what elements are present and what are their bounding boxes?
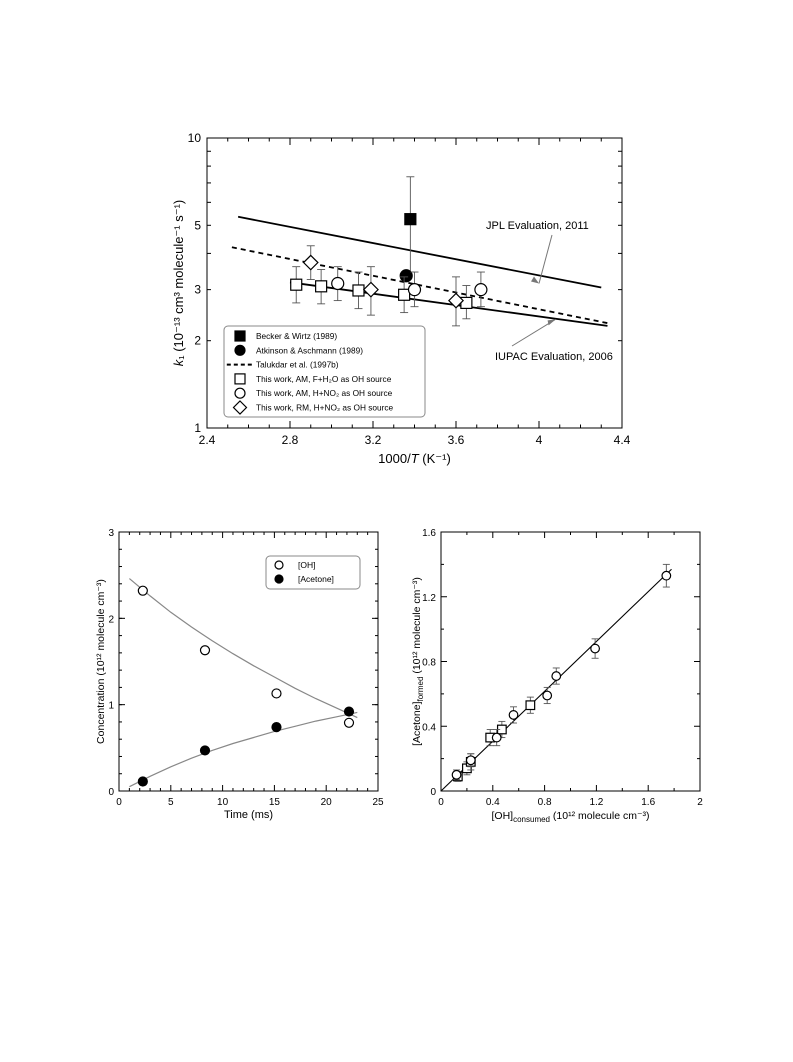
x-axis-label-part: (K⁻¹)	[418, 451, 451, 466]
fit-curve	[129, 712, 357, 786]
data-point	[452, 771, 461, 780]
data-point	[200, 646, 209, 655]
legend-label: [Acetone]	[298, 574, 334, 584]
data-point	[316, 281, 327, 292]
data-point	[291, 279, 302, 290]
y-tick-label: 5	[194, 218, 201, 233]
y-tick-label: 3	[108, 528, 114, 539]
legend-marker	[235, 374, 245, 384]
data-point	[405, 214, 416, 225]
fit-line	[232, 247, 608, 323]
y-tick-label: 1.6	[422, 528, 436, 539]
legend-marker	[275, 575, 283, 583]
x-tick-label: 1.2	[589, 797, 604, 808]
x-tick-label: 2.4	[198, 433, 216, 447]
data-point	[344, 707, 353, 716]
data-point	[272, 723, 281, 732]
y-tick-label: 3	[194, 282, 201, 297]
x-axis-label-part: consumed	[513, 815, 551, 824]
y-axis-label-part: ₁ (10⁻¹³ cm³ molecule⁻¹ s⁻¹)	[171, 199, 186, 360]
legend-label: Talukdar et al. (1997b)	[256, 359, 339, 370]
acetone-vs-oh-chart	[411, 528, 703, 824]
data-point	[662, 571, 671, 580]
data-point	[400, 270, 412, 282]
y-axis-label: Concentration (10¹² molecule cm⁻³)	[95, 579, 107, 744]
data-point	[272, 689, 281, 698]
y-tick-label: 0	[430, 787, 436, 798]
legend-label: This work, AM, F+H₂O as OH source	[256, 373, 392, 384]
x-tick-label: 0	[116, 797, 122, 808]
y-axis-label	[171, 200, 186, 367]
x-axis-label	[492, 810, 650, 824]
x-axis-label	[378, 451, 451, 466]
annotation-label: IUPAC Evaluation, 2006	[495, 351, 613, 363]
y-tick-label: 1.2	[422, 592, 436, 604]
x-axis-label-part: 1000/	[378, 451, 411, 466]
data-point	[492, 733, 501, 742]
data-point	[543, 691, 552, 700]
data-point	[138, 586, 147, 595]
y-tick-label: 1	[194, 421, 201, 435]
x-tick-label: 1.6	[641, 797, 656, 808]
plot-frame	[441, 532, 700, 791]
data-point	[344, 718, 353, 727]
data-point	[475, 284, 487, 296]
fit-curve	[129, 579, 357, 718]
data-point	[399, 289, 410, 300]
data-point	[552, 672, 561, 681]
legend-marker	[235, 345, 245, 355]
concentration-time-chart	[95, 528, 384, 821]
x-tick-label: 0.8	[537, 797, 552, 808]
x-axis-label-part: [OH]	[491, 810, 514, 822]
y-tick-label: 2	[194, 333, 201, 348]
x-tick-label: 3.6	[447, 433, 465, 447]
x-axis-label-part: (10¹² molecule cm⁻³)	[550, 810, 650, 822]
legend-label: [OH]	[298, 560, 316, 570]
annotation-arrowhead	[531, 276, 539, 283]
y-axis-label-part: k	[171, 359, 186, 367]
legend-marker	[275, 561, 283, 569]
y-axis-label-part: formed	[416, 676, 425, 702]
data-point	[304, 255, 318, 269]
x-tick-label: 2.8	[281, 433, 299, 447]
data-point	[466, 756, 475, 765]
x-tick-label: 20	[320, 797, 332, 808]
y-tick-label: 0.8	[422, 657, 436, 669]
x-tick-label: 4	[535, 433, 543, 447]
legend-marker	[235, 388, 245, 398]
x-tick-label: 3.2	[364, 433, 382, 447]
data-point	[138, 777, 147, 786]
y-axis-label-part: [Acetone]	[411, 701, 423, 746]
x-tick-label: 15	[268, 797, 280, 808]
data-point	[509, 711, 518, 720]
y-tick-label: 2	[108, 614, 114, 626]
legend-label: Atkinson & Aschmann (1989)	[256, 345, 363, 356]
y-tick-label: 0	[108, 787, 114, 798]
legend-marker	[235, 331, 245, 341]
x-tick-label: 10	[217, 797, 229, 808]
y-tick-label: 0.4	[422, 722, 436, 734]
annotation-label: JPL Evaluation, 2011	[486, 220, 589, 232]
rate-constant-chart	[171, 131, 631, 466]
y-tick-label: 1	[108, 700, 114, 712]
data-point	[200, 746, 209, 755]
annotation-arrowhead	[548, 319, 556, 325]
x-tick-label: 25	[372, 797, 384, 808]
x-tick-label: 2	[697, 797, 703, 808]
legend-label: Becker & Wirtz (1989)	[256, 331, 338, 341]
data-point	[332, 277, 344, 289]
x-tick-label: 5	[168, 797, 174, 808]
legend-label: This work, AM, H+NO₂ as OH source	[256, 388, 393, 399]
data-point	[353, 285, 364, 296]
x-tick-label: 0	[438, 797, 444, 808]
x-axis-label-part: T	[410, 451, 419, 466]
y-tick-label: 10	[187, 131, 201, 145]
data-point	[591, 644, 600, 653]
y-axis-label-part: (10¹² molecule cm⁻³)	[411, 577, 423, 677]
x-tick-label: 0.4	[485, 797, 500, 808]
x-axis-label: Time (ms)	[223, 809, 274, 821]
data-point	[461, 297, 472, 308]
data-point	[409, 284, 421, 296]
x-tick-label: 4.4	[613, 433, 631, 447]
legend-label: This work, RM, H+NO₂ as OH source	[256, 402, 394, 413]
y-axis-label	[411, 577, 425, 746]
data-point	[526, 701, 535, 710]
